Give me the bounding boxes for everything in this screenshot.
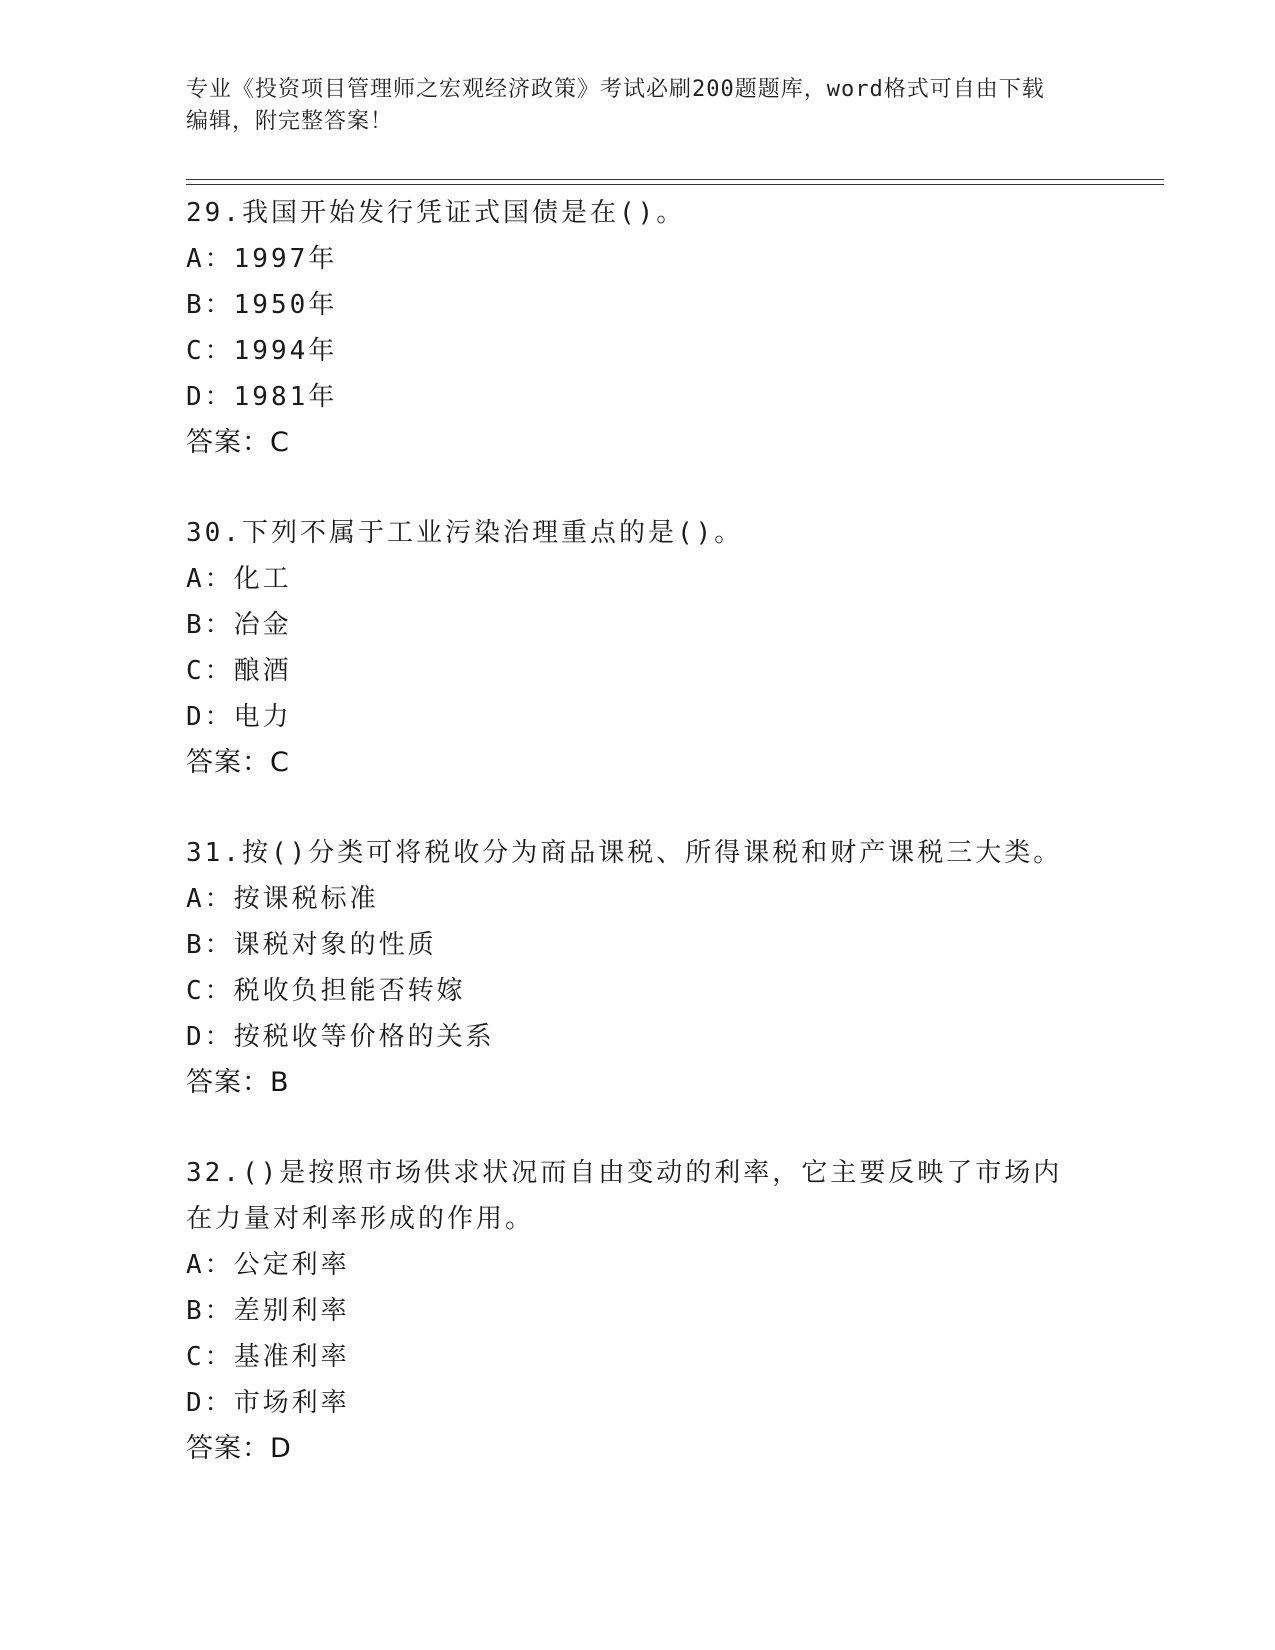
- question-stem: 29.我国开始发行凭证式国债是在()。: [186, 198, 686, 228]
- option-c: C：1994年: [186, 336, 338, 366]
- answer-line: 答案：C: [186, 747, 290, 778]
- option-c: C：税收负担能否转嫁: [186, 976, 466, 1006]
- question-list: [186, 190, 1106, 1516]
- option-a: A：公定利率: [186, 1250, 350, 1280]
- answer-line: 答案：D: [186, 1433, 292, 1464]
- option-d: D：电力: [186, 702, 292, 732]
- option-b: B：1950年: [186, 290, 338, 320]
- option-d: D：市场利率: [186, 1388, 350, 1418]
- option-c: C：基准利率: [186, 1342, 350, 1372]
- header-divider-top: [186, 179, 1164, 180]
- question-stem: 32.()是按照市场供求状况而自由变动的利率，它主要反映了市场内在力量对利率形成的作用。: [186, 1158, 1063, 1234]
- question-30: [186, 510, 1106, 786]
- option-b: B：冶金: [186, 610, 292, 640]
- question-31: [186, 830, 1106, 1106]
- header-divider-bottom: [186, 184, 1164, 185]
- option-a: A：化工: [186, 564, 292, 594]
- answer-line: 答案：C: [186, 427, 290, 458]
- option-a: A：按课税标准: [186, 884, 379, 914]
- question-stem: 30.下列不属于工业污染治理重点的是()。: [186, 518, 744, 548]
- option-d: D：1981年: [186, 382, 338, 412]
- question-stem: 31.按()分类可将税收分为商品课税、所得课税和财产课税三大类。: [186, 838, 1063, 868]
- option-d: D：按税收等价格的关系: [186, 1022, 495, 1052]
- option-c: C：酿酒: [186, 656, 292, 686]
- question-29: [186, 190, 1106, 466]
- option-a: A：1997年: [186, 244, 338, 274]
- document-header: 专业《投资项目管理师之宏观经济政策》考试必刷200题题库，word格式可自由下载编辑，附完整答案！: [186, 77, 1045, 134]
- question-32: [186, 1150, 1106, 1472]
- option-b: B：差别利率: [186, 1296, 350, 1326]
- answer-line: 答案：B: [186, 1067, 290, 1098]
- option-b: B：课税对象的性质: [186, 930, 437, 960]
